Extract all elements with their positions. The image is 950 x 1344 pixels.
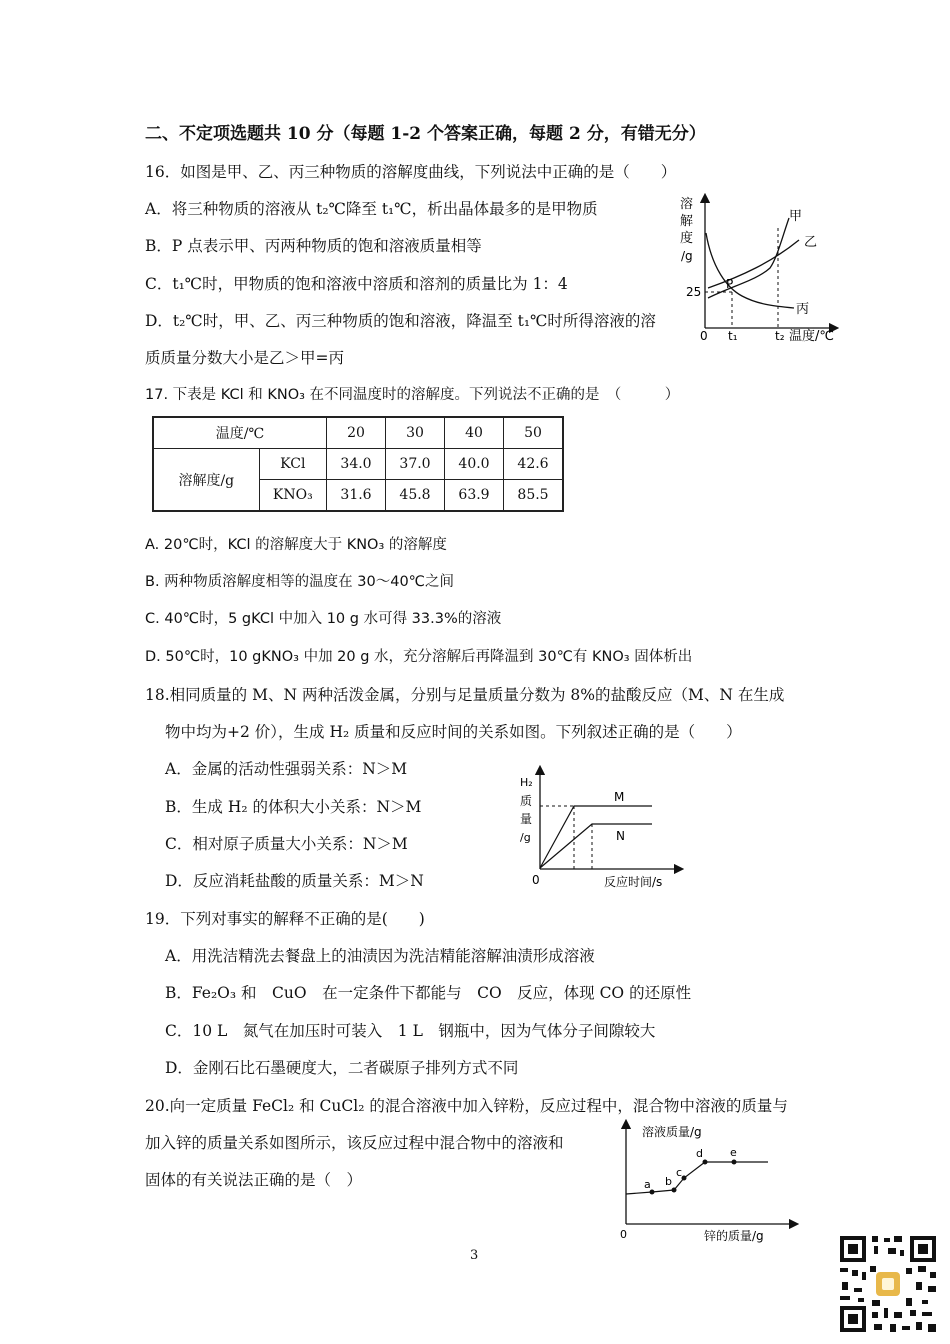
table-cell: 37.0 [386, 449, 445, 480]
q20-label-a: a [644, 1178, 651, 1191]
q16-ylabel-0: 溶 [680, 197, 694, 212]
q18-stem-line2: 物中均为+2 价），生成 H₂ 质量和反应时间的关系如图。下列叙述正确的是（ ） [165, 723, 742, 741]
q20-point-e [732, 1160, 737, 1165]
q20-xlabel: 锌的质量/g [704, 1229, 764, 1243]
q18-ylabel-2: 量 [520, 812, 533, 826]
table-cell: 42.6 [504, 449, 564, 480]
table-cell: 45.8 [386, 480, 445, 512]
q16-xlabel: 温度/℃ [789, 329, 834, 344]
q20-point-c [682, 1176, 687, 1181]
table-cell: KCl [259, 449, 326, 480]
q16-t1-label: t₁ [728, 329, 738, 343]
q20-label-c: c [676, 1166, 683, 1179]
table-cell: 31.6 [327, 480, 386, 512]
q17-option-b: B. 两种物质溶解度相等的温度在 30～40℃之间 [145, 574, 454, 590]
q16-ylabel-3: /g [681, 249, 693, 263]
table-temp-header: 温度/℃ [153, 417, 327, 449]
q18-xlabel: 反应时间/s [604, 875, 663, 889]
q16-ylabel-2: 度 [680, 231, 694, 246]
q18-ylabel-3: /g [520, 831, 531, 844]
q19-option-d: D．金刚石比石墨硬度大，二者碳原子排列方式不同 [165, 1059, 519, 1077]
q18-stem-line1: 18.相同质量的 M、N 两种活泼金属，分别与足量质量分数为 8%的盐酸反应（M、N 在生成 [145, 686, 785, 704]
qr-code-icon [836, 1232, 940, 1336]
table-cell: KNO₃ [259, 480, 326, 512]
q16-ylabel-1: 解 [680, 214, 694, 229]
page-number: 3 [470, 1248, 479, 1263]
q20-point-b [672, 1188, 677, 1193]
q20-label-d: d [696, 1147, 703, 1160]
table-cell: 50 [504, 417, 564, 449]
q18-hydrogen-figure [514, 762, 684, 892]
q17-option-d: D. 50℃时，10 gKNO₃ 中加 20 g 水，充分溶解后再降温到 30℃有 KNO₃ 固体析出 [145, 649, 693, 665]
q16-curve-jia [708, 218, 789, 298]
q16-curve-yi [708, 240, 799, 288]
table-cell: 85.5 [504, 480, 564, 512]
q18-ylabel-1: 质 [520, 794, 533, 808]
table-cell: 20 [327, 417, 386, 449]
table-row [153, 417, 563, 449]
q16-label-p: P [726, 277, 734, 291]
q16-option-b: B．P 点表示甲、丙两种物质的饱和溶液质量相等 [145, 237, 482, 255]
q16-stem: 16．如图是甲、乙、丙三种物质的溶解度曲线，下列说法中正确的是（ ） [145, 163, 677, 181]
q17-stem: 17. 下表是 KCl 和 KNO₃ 在不同温度时的溶解度。下列说法不正确的是 （ ） [145, 387, 680, 403]
table-cell: 34.0 [327, 449, 386, 480]
q18-curve-n [540, 824, 652, 868]
q20-stem-line1: 20.向一定质量 FeCl₂ 和 CuCl₂ 的混合溶液中加入锌粉，反应过程中，混合物中溶液的质量与 [145, 1097, 788, 1115]
q16-label-yi: 乙 [804, 235, 818, 250]
q19-option-c: C．10 L 氮气在加压时可装入 1 L 钢瓶中，因为气体分子间隙较大 [165, 1022, 656, 1040]
table-cell: 63.9 [445, 480, 504, 512]
q18-option-a: A．金属的活动性强弱关系：N＞M [165, 760, 408, 778]
q18-curve-m [540, 806, 652, 868]
q16-y25-label: 25 [686, 285, 702, 299]
q18-ylabel-0: H₂ [520, 776, 533, 789]
q18-origin-label: 0 [532, 873, 540, 887]
q16-t2-label: t₂ [775, 329, 785, 343]
q16-option-a: A．将三种物质的溶液从 t₂℃降至 t₁℃，析出晶体最多的是甲物质 [145, 200, 598, 218]
q20-origin-label: 0 [620, 1228, 627, 1241]
q16-option-d-line1: D．t₂℃时，甲、乙、丙三种物质的饱和溶液，降温至 t₁℃时所得溶液的溶 [145, 312, 656, 330]
table-solubility-header: 溶解度/g [153, 449, 259, 512]
q20-stem-line3: 固体的有关说法正确的是（ ） [145, 1171, 363, 1189]
table-cell: 40 [445, 417, 504, 449]
q20-ylabel: 溶液质量/g [642, 1125, 702, 1139]
q18-option-d: D．反应消耗盐酸的质量关系：M＞N [165, 872, 424, 890]
q16-option-c: C．t₁℃时，甲物质的饱和溶液中溶质和溶剂的质量比为 1：4 [145, 275, 568, 293]
q17-option-a: A. 20℃时，KCl 的溶解度大于 KNO₃ 的溶解度 [145, 537, 447, 553]
q19-option-a: A．用洗洁精洗去餐盘上的油渍因为洗洁精能溶解油渍形成溶液 [165, 947, 595, 965]
q17-option-c: C. 40℃时，5 gKCl 中加入 10 g 水可得 33.3%的溶液 [145, 611, 502, 627]
q18-option-b: B．生成 H₂ 的体积大小关系：N＞M [165, 798, 422, 816]
q18-label-n: N [616, 829, 625, 843]
q17-solubility-table [152, 416, 564, 512]
q16-solubility-figure [672, 188, 852, 348]
q18-option-c: C．相对原子质量大小关系：N＞M [165, 835, 408, 853]
q20-point-d [703, 1160, 708, 1165]
q20-label-b: b [665, 1175, 672, 1188]
table-row [153, 449, 563, 480]
q16-option-d-line2: 质质量分数大小是乙＞甲=丙 [145, 349, 344, 367]
q20-solution-mass-figure [612, 1118, 802, 1244]
q16-origin-label: 0 [700, 329, 708, 343]
table-cell: 30 [386, 417, 445, 449]
q19-stem: 19．下列对事实的解释不正确的是( ) [145, 910, 425, 928]
q20-stem-line2: 加入锌的质量关系如图所示，该反应过程中混合物中的溶液和 [145, 1134, 564, 1152]
q16-label-bing: 丙 [796, 302, 810, 317]
q20-label-e: e [730, 1146, 737, 1159]
q16-label-jia: 甲 [789, 209, 803, 224]
q18-label-m: M [614, 790, 625, 804]
section-title: 二、不定项选题共 10 分（每题 1-2 个答案正确，每题 2 分，有错无分） [145, 124, 706, 144]
q19-option-b: B．Fe₂O₃ 和 CuO 在一定条件下都能与 CO 反应，体现 CO 的还原性 [165, 984, 692, 1002]
table-cell: 40.0 [445, 449, 504, 480]
